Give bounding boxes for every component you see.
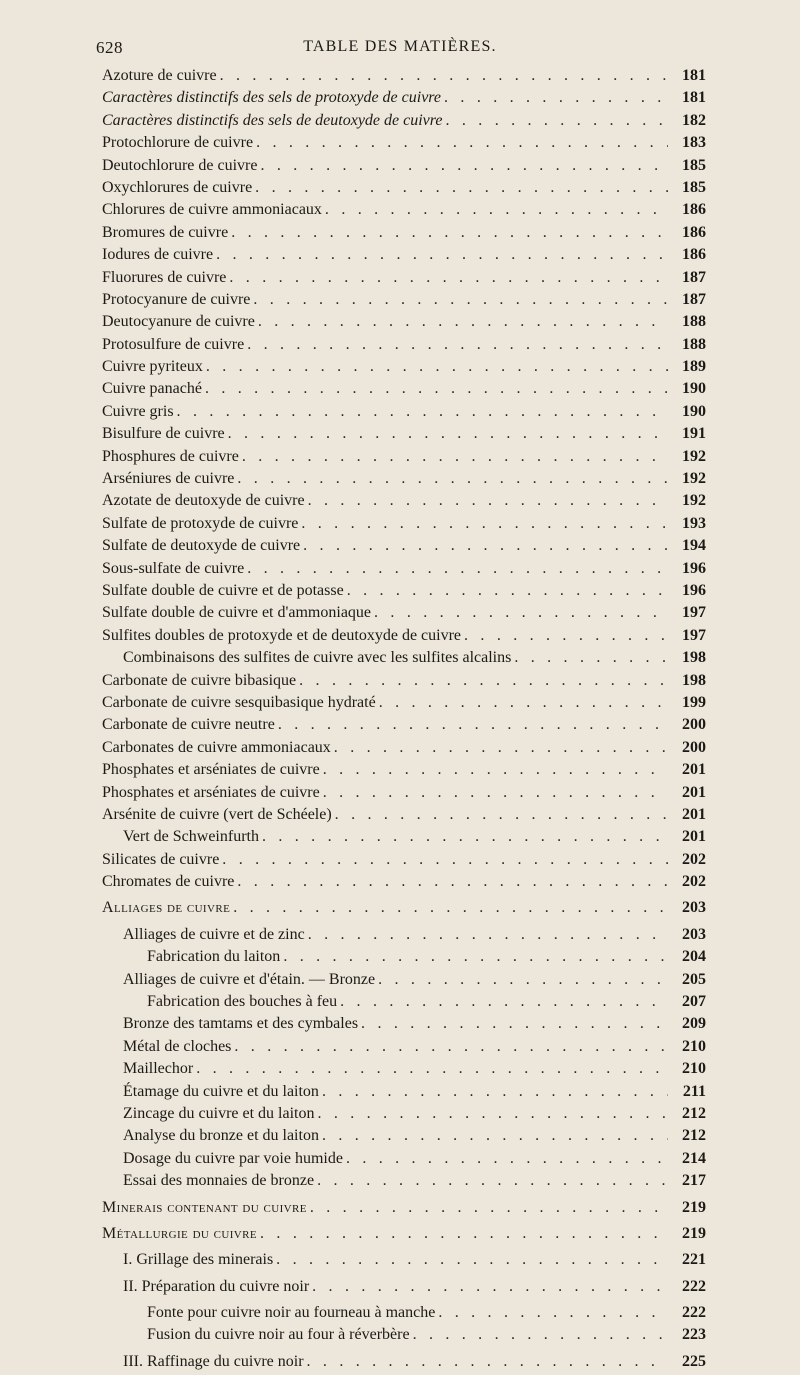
toc-entry-page: 193 <box>682 514 706 532</box>
dot-leader <box>361 1015 668 1033</box>
dot-leader <box>222 851 668 869</box>
dot-leader <box>335 806 668 824</box>
dot-leader <box>256 134 668 152</box>
toc-entry-page: 212 <box>682 1127 706 1145</box>
toc-entry-title: Chromates de cuivre <box>102 873 235 891</box>
toc-entry-title: Fusion du cuivre noir au four à réverbère <box>147 1326 410 1344</box>
dot-leader <box>307 1353 668 1371</box>
dot-leader <box>347 582 668 600</box>
dot-leader <box>260 1225 668 1243</box>
toc-entry-title: Dosage du cuivre par voie humide <box>123 1149 343 1167</box>
toc-entry <box>0 649 800 671</box>
toc-entry-title: Azoture de cuivre <box>102 67 217 84</box>
toc-entry <box>0 1127 800 1149</box>
toc-entry-page: 183 <box>682 134 706 152</box>
toc-entry-page: 190 <box>682 402 706 420</box>
toc-entry-page: 225 <box>682 1352 706 1370</box>
dot-leader <box>276 1251 668 1269</box>
toc-entry-title: Chlorures de cuivre ammoniacaux <box>102 201 322 219</box>
toc-entry <box>0 1225 800 1247</box>
toc-entry <box>0 1015 800 1037</box>
dot-leader <box>206 358 668 376</box>
toc-entry <box>0 403 800 425</box>
dot-leader <box>514 649 668 667</box>
toc-entry-title: Bisulfure de cuivre <box>102 425 225 443</box>
dot-leader <box>247 560 668 578</box>
dot-leader <box>374 604 668 622</box>
toc-entry-page: 200 <box>682 716 706 734</box>
dot-leader <box>234 1038 668 1056</box>
dot-leader <box>312 1278 668 1296</box>
toc-entry-title: Iodures de cuivre <box>102 246 214 264</box>
dot-leader <box>322 1127 668 1145</box>
dot-leader <box>334 739 668 757</box>
toc-entry-page: 211 <box>682 1082 706 1100</box>
toc-entry <box>0 627 800 649</box>
toc-entry <box>0 1038 800 1060</box>
toc-entry-page: 201 <box>682 761 706 779</box>
toc-entry-page: 210 <box>682 1037 706 1055</box>
dot-leader <box>303 537 668 555</box>
dot-leader <box>237 470 668 488</box>
toc-entry-title: Sulfate de protoxyde de cuivre <box>102 514 299 532</box>
toc-entry-title: Caractères distinctifs des sels de deutoxyde de cuivre <box>102 111 443 129</box>
toc-entry <box>0 1172 800 1194</box>
dot-leader <box>278 716 668 734</box>
toc-entry-title: Silicates de cuivre <box>102 850 220 868</box>
toc-entry <box>0 971 800 993</box>
toc-entry-title: Essai des monnaies de bronze <box>123 1172 315 1190</box>
toc-entry-title: Alliages de cuivre <box>102 899 231 917</box>
toc-entry-title: Carbonates de cuivre ammoniacaux <box>102 738 331 756</box>
toc-entry-title: Alliages de cuivre et d'étain. — Bronze <box>123 970 376 988</box>
toc-entry <box>0 672 800 694</box>
dot-leader <box>220 67 668 85</box>
toc-entry-page: 209 <box>682 1015 706 1033</box>
toc-entry <box>0 246 800 268</box>
dot-leader <box>177 403 668 421</box>
toc-entry-title: Fluorures de cuivre <box>102 268 227 286</box>
toc-entry <box>0 582 800 604</box>
toc-entry-page: 222 <box>682 1304 706 1322</box>
toc-entry-page: 192 <box>682 470 706 488</box>
toc-entry-page: 202 <box>682 873 706 891</box>
toc-entry <box>0 425 800 447</box>
toc-entry-title: Métallurgie du cuivre <box>102 1224 258 1242</box>
toc-entry <box>0 515 800 537</box>
toc-entry-page: 203 <box>682 899 706 917</box>
toc-entry-title: Analyse du bronze et du laiton <box>123 1127 319 1145</box>
dot-leader <box>325 201 668 219</box>
toc-entry <box>0 716 800 738</box>
toc-entry-page: 201 <box>682 783 706 801</box>
toc-entry <box>0 157 800 179</box>
toc-entry <box>0 179 800 201</box>
toc-entry-page: 192 <box>682 492 706 510</box>
dot-leader <box>299 672 668 690</box>
toc-entry-page: 182 <box>682 111 706 129</box>
toc-entry-page: 189 <box>682 358 706 376</box>
toc-entry <box>0 1326 800 1348</box>
toc-entry <box>0 1353 800 1375</box>
toc-entry-page: 197 <box>682 626 706 644</box>
toc-entry <box>0 1199 800 1221</box>
toc-entry <box>0 993 800 1015</box>
toc-entry <box>0 1251 800 1273</box>
toc-entry <box>0 470 800 492</box>
dot-leader <box>444 89 668 107</box>
toc-entry-page: 185 <box>682 156 706 174</box>
toc-entry-title: Métal de cloches <box>123 1037 232 1055</box>
toc-entry-page: 217 <box>682 1172 706 1190</box>
toc-entry <box>0 380 800 402</box>
toc-entry <box>0 1083 800 1105</box>
toc-entry-page: 187 <box>682 290 706 308</box>
toc-entry-page: 202 <box>682 850 706 868</box>
toc-entry <box>0 948 800 970</box>
toc-entry <box>0 1304 800 1326</box>
toc-entry-page: 205 <box>682 970 706 988</box>
dot-leader <box>253 291 668 309</box>
toc-entry-title: Zincage du cuivre et du laiton <box>123 1104 315 1122</box>
toc-entry-title: Maillechor <box>123 1060 194 1078</box>
dot-leader <box>205 380 668 398</box>
dot-leader <box>308 926 668 944</box>
dot-leader <box>216 246 668 264</box>
toc-entry-page: 187 <box>682 268 706 286</box>
toc-entry-title: Sulfate double de cuivre et de potasse <box>102 581 344 599</box>
toc-entry <box>0 851 800 873</box>
toc-entry-title: Protocyanure de cuivre <box>102 290 251 308</box>
toc-entry <box>0 604 800 626</box>
toc-entry-page: 188 <box>682 335 706 353</box>
dot-leader <box>378 971 668 989</box>
toc-entry-title: Étamage du cuivre et du laiton <box>123 1082 319 1100</box>
toc-entry-page: 196 <box>682 559 706 577</box>
dot-leader <box>446 112 669 130</box>
dot-leader <box>464 627 668 645</box>
dot-leader <box>438 1304 668 1322</box>
dot-leader <box>301 515 668 533</box>
toc-entry <box>0 112 800 134</box>
toc-entry-page: 186 <box>682 201 706 219</box>
dot-leader <box>310 1199 668 1217</box>
toc-entry-page: 185 <box>682 178 706 196</box>
page-header <box>0 38 800 62</box>
toc-entry <box>0 336 800 358</box>
toc-entry-title: Phosphates et arséniates de cuivre <box>102 761 320 779</box>
toc-entry-page: 198 <box>682 671 706 689</box>
dot-leader <box>255 179 668 197</box>
toc-entry-page: 201 <box>682 828 706 846</box>
toc-entry <box>0 537 800 559</box>
dot-leader <box>260 157 668 175</box>
toc-entry-title: Minerais contenant du cuivre <box>102 1198 307 1216</box>
toc-entry-title: Alliages de cuivre et de zinc <box>123 925 305 943</box>
toc-entry <box>0 448 800 470</box>
toc-entry-title: Phosphures de cuivre <box>102 447 239 465</box>
dot-leader <box>340 993 668 1011</box>
dot-leader <box>229 269 668 287</box>
toc-entry-title: Deutochlorure de cuivre <box>102 156 258 174</box>
toc-entry-title: Carbonate de cuivre bibasique <box>102 671 297 689</box>
toc-entry-page: 199 <box>682 693 706 711</box>
toc-entry-page: 223 <box>682 1326 706 1344</box>
toc-entry-title: Oxychlorures de cuivre <box>102 178 253 196</box>
dot-leader <box>323 761 668 779</box>
dot-leader <box>413 1326 668 1344</box>
toc-entry-title: Bronze des tamtams et des cymbales <box>123 1015 359 1033</box>
toc-entry-title: Sulfites doubles de protoxyde et de deutoxyde de cuivre <box>102 626 462 644</box>
dot-leader <box>262 828 668 846</box>
toc-entry-title: Deutocyanure de cuivre <box>102 313 255 331</box>
toc-entry <box>0 1150 800 1172</box>
toc-entry-title: Cuivre panaché <box>102 380 202 398</box>
toc-entry-page: 201 <box>682 805 706 823</box>
toc-entry <box>0 828 800 850</box>
toc-entry <box>0 134 800 156</box>
toc-entry-title: Fabrication des bouches à feu <box>147 993 338 1011</box>
toc-entry-page: 222 <box>682 1277 706 1295</box>
page-number: 628 <box>96 38 123 57</box>
toc-entry-title: Protosulfure de cuivre <box>102 335 245 353</box>
toc-entry-title: Sulfate de deutoxyde de cuivre <box>102 537 301 555</box>
toc-entry-title: Phosphates et arséniates de cuivre <box>102 783 320 801</box>
toc-entry <box>0 291 800 313</box>
toc-entry <box>0 269 800 291</box>
toc-entry-page: 186 <box>682 246 706 264</box>
toc-entry-page: 191 <box>682 425 706 443</box>
toc-entry-title: Protochlorure de cuivre <box>102 134 254 152</box>
toc-entry <box>0 313 800 335</box>
toc-entry <box>0 224 800 246</box>
toc-entry-title: II. Préparation du cuivre noir <box>123 1277 310 1295</box>
toc-entry-title: Carbonate de cuivre sesquibasique hydraté <box>102 693 376 711</box>
toc-entry-page: 221 <box>682 1251 706 1269</box>
toc-entry-title: Bromures de cuivre <box>102 223 229 241</box>
toc-entry-title: Cuivre pyriteux <box>102 358 203 376</box>
toc-entry <box>0 358 800 380</box>
toc-entry-title: I. Grillage des minerais <box>123 1251 274 1269</box>
toc-entry <box>0 739 800 761</box>
toc-entry <box>0 1278 800 1300</box>
toc-entry <box>0 873 800 895</box>
dot-leader <box>323 784 668 802</box>
toc-entry-title: Caractères distinctifs des sels de protoxyde de cuivre <box>102 89 442 107</box>
dot-leader <box>237 873 668 891</box>
dot-leader <box>317 1172 668 1190</box>
toc-entry-page: 181 <box>682 67 706 84</box>
dot-leader <box>247 336 668 354</box>
dot-leader <box>258 313 668 331</box>
toc-entry-page: 194 <box>682 537 706 555</box>
toc-entry-page: 197 <box>682 604 706 622</box>
dot-leader <box>322 1083 668 1101</box>
toc-entry-page: 219 <box>682 1224 706 1242</box>
dot-leader <box>317 1105 668 1123</box>
toc-entry-page: 188 <box>682 313 706 331</box>
toc-entry-page: 212 <box>682 1104 706 1122</box>
toc-entry-page: 196 <box>682 581 706 599</box>
dot-leader <box>346 1150 668 1168</box>
toc-entry-page: 192 <box>682 447 706 465</box>
toc-entry <box>0 1105 800 1127</box>
toc-entry-page: 204 <box>682 948 706 966</box>
dot-leader <box>196 1060 668 1078</box>
toc-entry <box>0 67 800 89</box>
toc-entry-title: Arséniures de cuivre <box>102 470 235 488</box>
toc-entry <box>0 89 800 111</box>
toc-entry-title: Fonte pour cuivre noir au fourneau à manche <box>147 1304 436 1322</box>
toc-entry-page: 186 <box>682 223 706 241</box>
toc-entry-page: 190 <box>682 380 706 398</box>
toc-entry <box>0 806 800 828</box>
toc-entry <box>0 926 800 948</box>
toc-entry-title: Sulfate double de cuivre et d'ammoniaque <box>102 604 372 622</box>
dot-leader <box>283 948 668 966</box>
toc-entry <box>0 761 800 783</box>
toc-entry-title: III. Raffinage du cuivre noir <box>123 1352 304 1370</box>
dot-leader <box>379 694 668 712</box>
dot-leader <box>233 899 668 917</box>
toc-entry-title: Fabrication du laiton <box>147 948 281 966</box>
toc-entry-page: 198 <box>682 649 706 667</box>
toc-entry <box>0 899 800 921</box>
dot-leader <box>242 448 668 466</box>
toc-entry-title: Combinaisons des sulfites de cuivre avec les sulfites alcalins <box>123 649 512 667</box>
toc-entry <box>0 694 800 716</box>
toc-entry-title: Arsénite de cuivre (vert de Schéele) <box>102 805 332 823</box>
toc-entry-title: Vert de Schweinfurth <box>123 828 259 846</box>
toc-entry-page: 200 <box>682 738 706 756</box>
toc-entry-title: Azotate de deutoxyde de cuivre <box>102 492 305 510</box>
toc-entry-page: 203 <box>682 925 706 943</box>
toc-entry <box>0 784 800 806</box>
toc-entry-page: 219 <box>682 1198 706 1216</box>
table-of-contents <box>0 67 800 1375</box>
toc-entry <box>0 492 800 514</box>
toc-entry-title: Carbonate de cuivre neutre <box>102 716 275 734</box>
toc-entry <box>0 560 800 582</box>
toc-entry-page: 214 <box>682 1149 706 1167</box>
toc-entry-title: Cuivre gris <box>102 402 174 420</box>
toc-entry-page: 210 <box>682 1060 706 1078</box>
dot-leader <box>228 425 668 443</box>
dot-leader <box>231 224 668 242</box>
toc-entry-page: 207 <box>682 993 706 1011</box>
toc-entry <box>0 1060 800 1082</box>
dot-leader <box>308 492 668 510</box>
toc-entry-page: 181 <box>682 89 706 107</box>
running-title: TABLE DES MATIÈRES. <box>303 38 497 55</box>
toc-entry <box>0 201 800 223</box>
toc-entry-title: Sous-sulfate de cuivre <box>102 559 245 577</box>
